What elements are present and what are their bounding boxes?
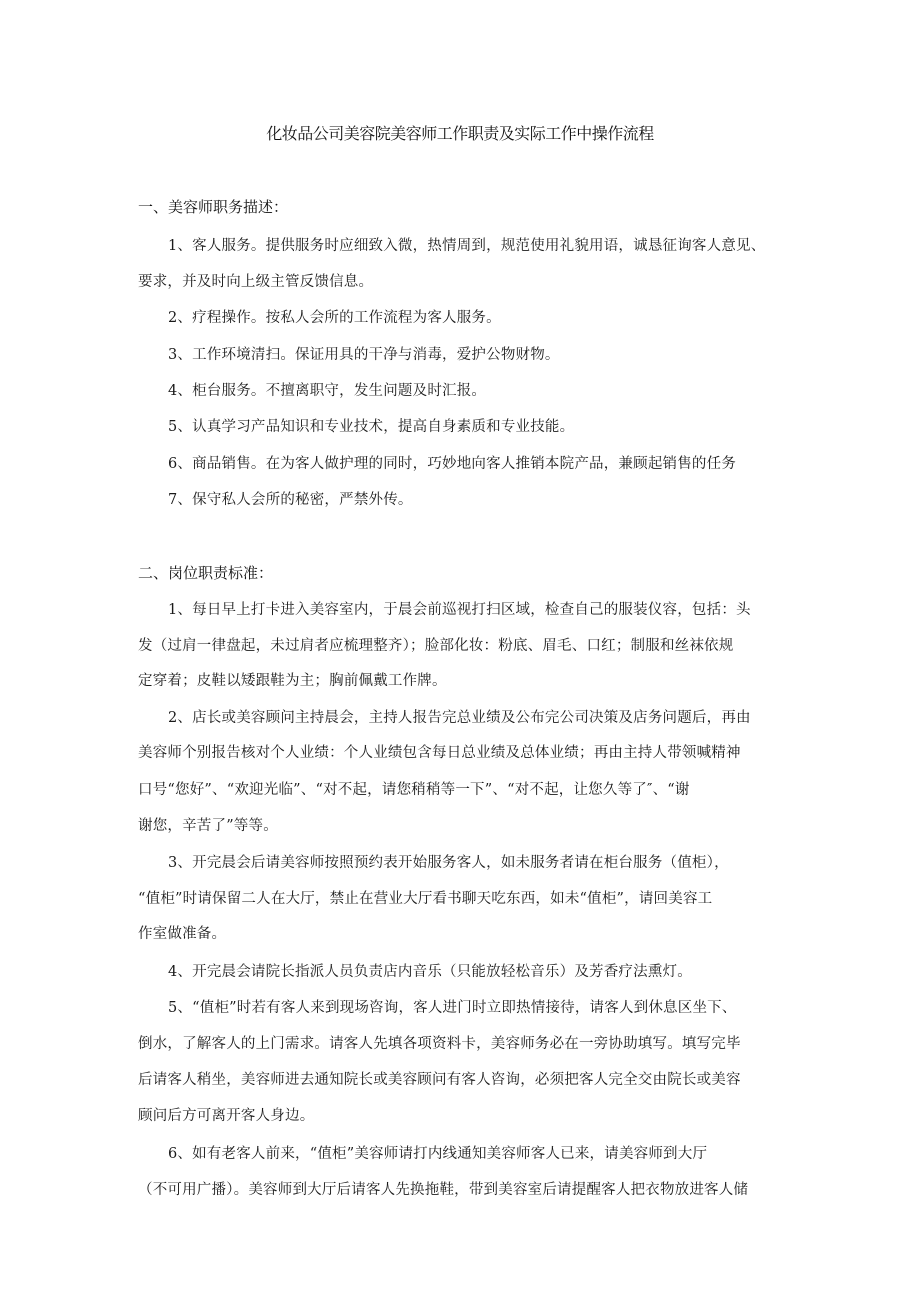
paragraph-line: 3、工作环境清扫。保证用具的干净与消毒，爱护公物财物。 — [168, 347, 560, 363]
document-title: 化妆品公司美容院美容师工作职责及实际工作中操作流程 — [266, 124, 654, 143]
paragraph-line: “值柜”时请保留二人在大厅，禁止在营业大厅看书聊天吃东西，如未“值柜”，请回美容工 — [138, 891, 713, 907]
paragraph-line: 口号“您好”、“欢迎光临”、“对不起，请您稍稍等一下”、“对不起，让您久等了″、“谢 — [138, 782, 690, 798]
paragraph-line: 5、认真学习产品知识和专业技术，提高自身素质和专业技能。 — [168, 419, 575, 435]
paragraph-line: 要求，并及时向上级主管反馈信息。 — [138, 274, 374, 290]
paragraph-line: 3、开完晨会后请美容师按照预约表开始服务客人，如未服务者请在柜台服务（值柜）， — [168, 855, 729, 871]
paragraph-line: 倒水，了解客人的上门需求。请客人先填各项资料卡，美容师务必在一旁协助填写。填写完毕 — [138, 1036, 741, 1052]
paragraph-line: 4、柜台服务。不擅离职守，发生问题及时汇报。 — [168, 383, 487, 399]
paragraph-line: （不可用广播）。美容师到大厅后请客人先换拖鞋，带到美容室后请提醒客人把衣物放进客人储 — [138, 1182, 749, 1198]
section-heading-duties: 一、美容师职务描述： — [138, 198, 289, 216]
paragraph-line: 谢您，辛苦了”等等。 — [138, 818, 278, 834]
paragraph-line: 7、保守私人会所的秘密，严禁外传。 — [168, 492, 413, 508]
paragraph-line: 发（过肩一律盘起，未过肩者应梳理整齐）；脸部化妆：粉底、眉毛、口红；制服和丝袜依规 — [138, 638, 734, 654]
paragraph-line: 6、商品销售。在为客人做护理的同时，巧妙地向客人推销本院产品，兼顾起销售的任务 — [168, 456, 737, 472]
paragraph-line: 6、如有老客人前来，“值柜”美容师请打内线通知美容师客人已来，请美容师到大厅 — [168, 1146, 708, 1162]
paragraph-line: 定穿着；皮鞋以矮跟鞋为主；胸前佩戴工作牌。 — [138, 673, 447, 689]
section-heading-standards: 二、岗位职责标准： — [138, 564, 274, 582]
paragraph-line: 4、开完晨会请院长指派人员负责店内音乐（只能放轻松音乐）及芳香疗法熏灯。 — [168, 964, 692, 980]
paragraph-line: 2、疗程操作。按私人会所的工作流程为客人服务。 — [168, 310, 501, 326]
paragraph-line: 美容师个别报告核对个人业绩：个人业绩包含每日总业绩及总体业绩；再由主持人带领喊精神 — [138, 745, 741, 761]
paragraph-line: 1、每日早上打卡进入美容室内，于晨会前巡视打扫区域，检查自己的服装仪容，包括：头 — [168, 602, 751, 618]
paragraph-line: 5、“值柜”时若有客人来到现场咨询，客人进门时立即热情接待，请客人到休息区坐下、 — [168, 1000, 737, 1016]
paragraph-line: 顾问后方可离开客人身边。 — [138, 1108, 315, 1124]
paragraph-line: 后请客人稍坐，美容师进去通知院长或美容顾问有客人咨询，必须把客人完全交由院长或美容 — [138, 1072, 741, 1088]
paragraph-line: 2、店长或美容顾问主持晨会，主持人报告完总业绩及公布完公司决策及店务问题后，再由 — [168, 710, 751, 726]
paragraph-line: 1、客人服务。提供服务时应细致入微，热情周到，规范使用礼貌用语，诚恳征询客人意见、 — [168, 238, 766, 254]
paragraph-line: 作室做准备。 — [138, 926, 227, 942]
